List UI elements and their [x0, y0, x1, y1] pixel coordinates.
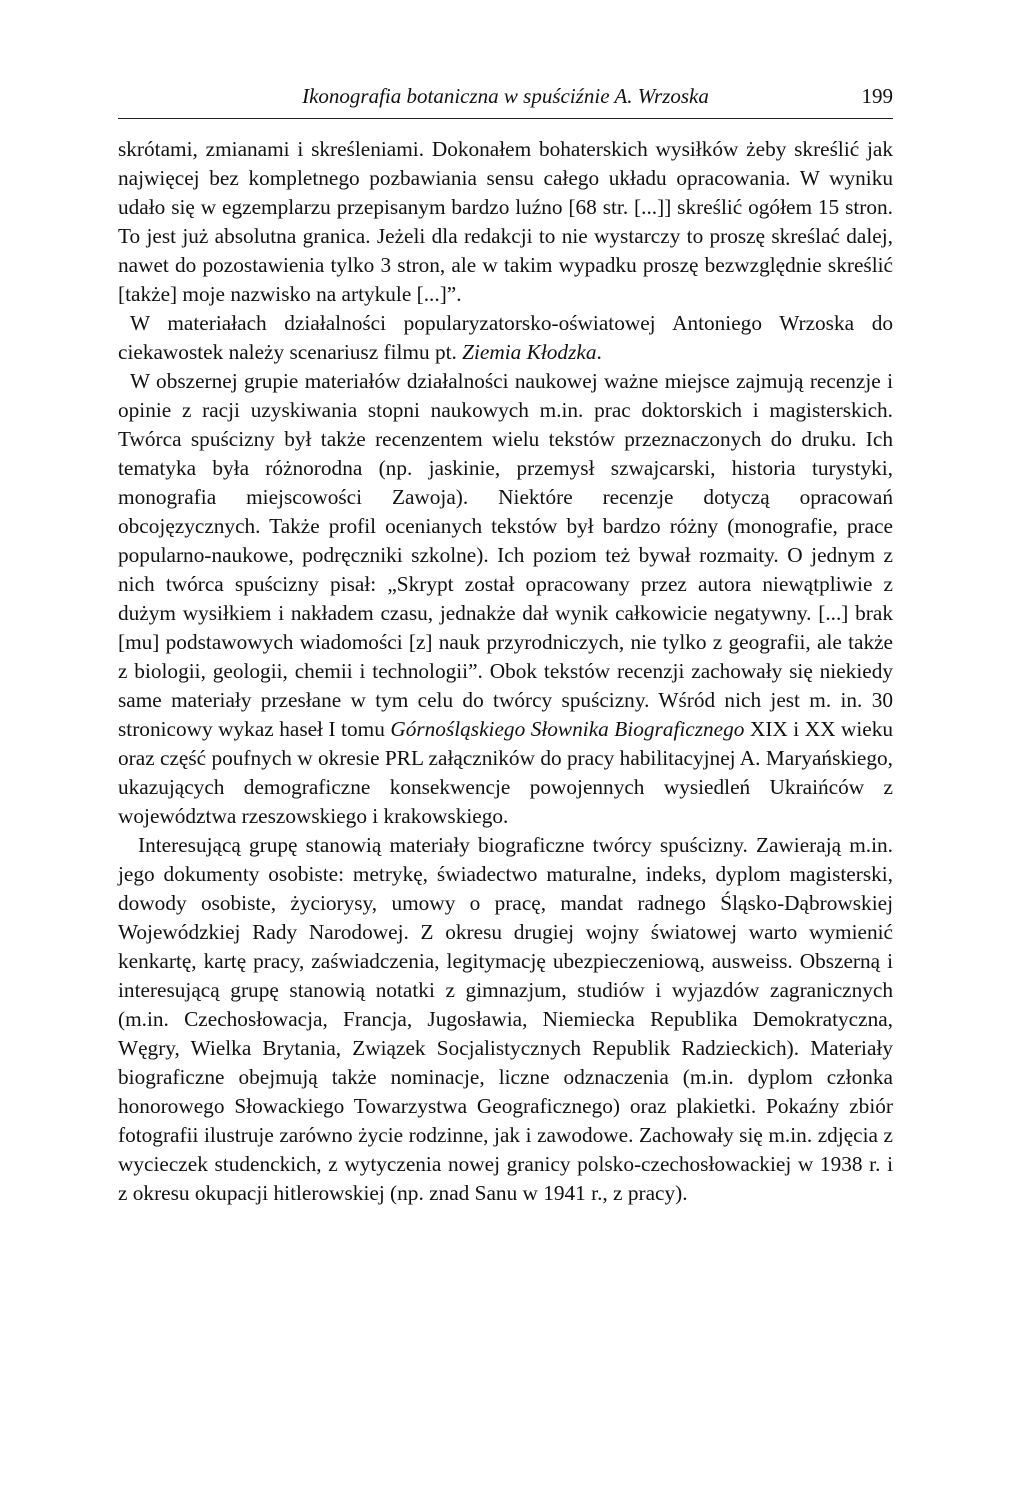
- paragraph-2: [118, 309, 893, 367]
- paragraph-3-text-after: XIX i XX wieku oraz część poufnych w okresie PRL załączników do pracy habilitacyjnej A. Maryańskiego, ukazujących demograficzne konsekwencje powojennych wysiedleń Ukraińców z województwa rzeszowskiego i krakowskiego.: [118, 717, 893, 828]
- dictionary-title: Górnośląskiego Słownika Biograficznego: [390, 717, 745, 741]
- page-number: 199: [861, 84, 893, 108]
- paragraph-3: [118, 367, 893, 831]
- paragraph-4: Interesującą grupę stanowią materiały biograficzne twórcy spuścizny. Zawierają m.in. jego dokumenty osobiste: metrykę, świadectwo maturalne, indeks, dyplom magisterski, dowody osobiste, życiorysy, umowy o pracę, mandat radnego Śląsko-Dąbrowskiej Wojewódzkiej Rady Narodowej. Z okresu drugiej wojny światowej warto wymienić kenkartę, kartę pracy, zaświadczenia, legitymację ubezpieczeniową, ausweiss. Obszerną i interesującą grupę stanowią notatki z gimnazjum, studiów i wyjazdów zagranicznych (m.in. Czechosłowacja, Francja, Jugosławia, Niemiecka Republika Demokratyczna, Węgry, Wielka Brytania, Związek Socjalistycznych Republik Radzieckich). Materiały biograficzne obejmują także nominacje, liczne odznaczenia (m.in. dyplom członka honorowego Słowackiego Towarzystwa Geograficznego) oraz plakietki. Pokaźny zbiór fotografii ilustruje zarówno życie rodzinne, jak i zawodowe. Zachowały się m.in. zdjęcia z wycieczek studenckich, z wytyczenia nowej granicy polsko-czechosłowackiej w 1938 r. i z okresu okupacji hitlerowskiej (np. znad Sanu w 1941 r., z pracy).: [118, 833, 893, 1205]
- paragraph-1: skrótami, zmianami i skreśleniami. Dokonałem bohaterskich wysiłków żeby skreślić jak najwięcej bez kompletnego pozbawiania sensu całego układu opracowania. W wyniku udało się w egzemplarzu przepisanym bardzo luźno [68 str. [...]] skreślić ogółem 15 stron. To jest już absolutna granica. Jeżeli dla redakcji to nie wystarczy to proszę skreślać dalej, nawet do pozostawienia tylko 3 stron, ale w takim wypadku proszę bezwzględnie skreślić [także] moje nazwisko na artykule [...]”.: [118, 137, 893, 306]
- paragraph-3-text-before: W obszernej grupie materiałów działalności naukowej ważne miejsce zajmują recenzje i opinie z racji uzyskiwania stopni naukowych m.in. prac doktorskich i magisterskich. Twórca spuścizny był także recenzentem wielu tekstów przeznaczonych do druku. Ich tematyka była różnorodna (np. jaskinie, przemysł szwajcarski, historia turystyki, monografia miejscowości Zawoja). Niektóre recenzje dotyczą opracowań obcojęzycznych. Także profil ocenianych tekstów był bardzo różny (monografie, prace popularno-naukowe, podręczniki szkolne). Ich poziom też bywał rozmaity. O jednym z nich twórca spuścizny pisał: „Skrypt został opracowany przez autora niewątpliwie z dużym wysiłkiem i nakładem czasu, jednakże dał wynik całkowicie negatywny. [...] brak [mu] podstawowych wiadomości [z] nauk przyrodniczych, nie tylko z geografii, ale także z biologii, geologii, chemii i technologii”. Obok tekstów recenzji zachowały się niekiedy same materiały przesłane w tym celu do twórcy spuścizny. Wśród nich jest m. in. 30 stronicowy wykaz haseł I tomu: [118, 369, 893, 741]
- document-page: [118, 80, 893, 1208]
- body-text: [118, 135, 893, 1208]
- running-title: Ikonografia botaniczna w spuściźnie A. Wrzoska: [302, 84, 709, 108]
- film-title: Ziemia Kłodzka: [462, 340, 597, 364]
- running-header: [118, 80, 893, 119]
- paragraph-2-text-after: .: [596, 340, 602, 364]
- paragraph-2-text-before: W materiałach działalności popularyzatorsko-oświatowej Antoniego Wrzoska do ciekawostek należy scenariusz filmu pt.: [118, 311, 893, 364]
